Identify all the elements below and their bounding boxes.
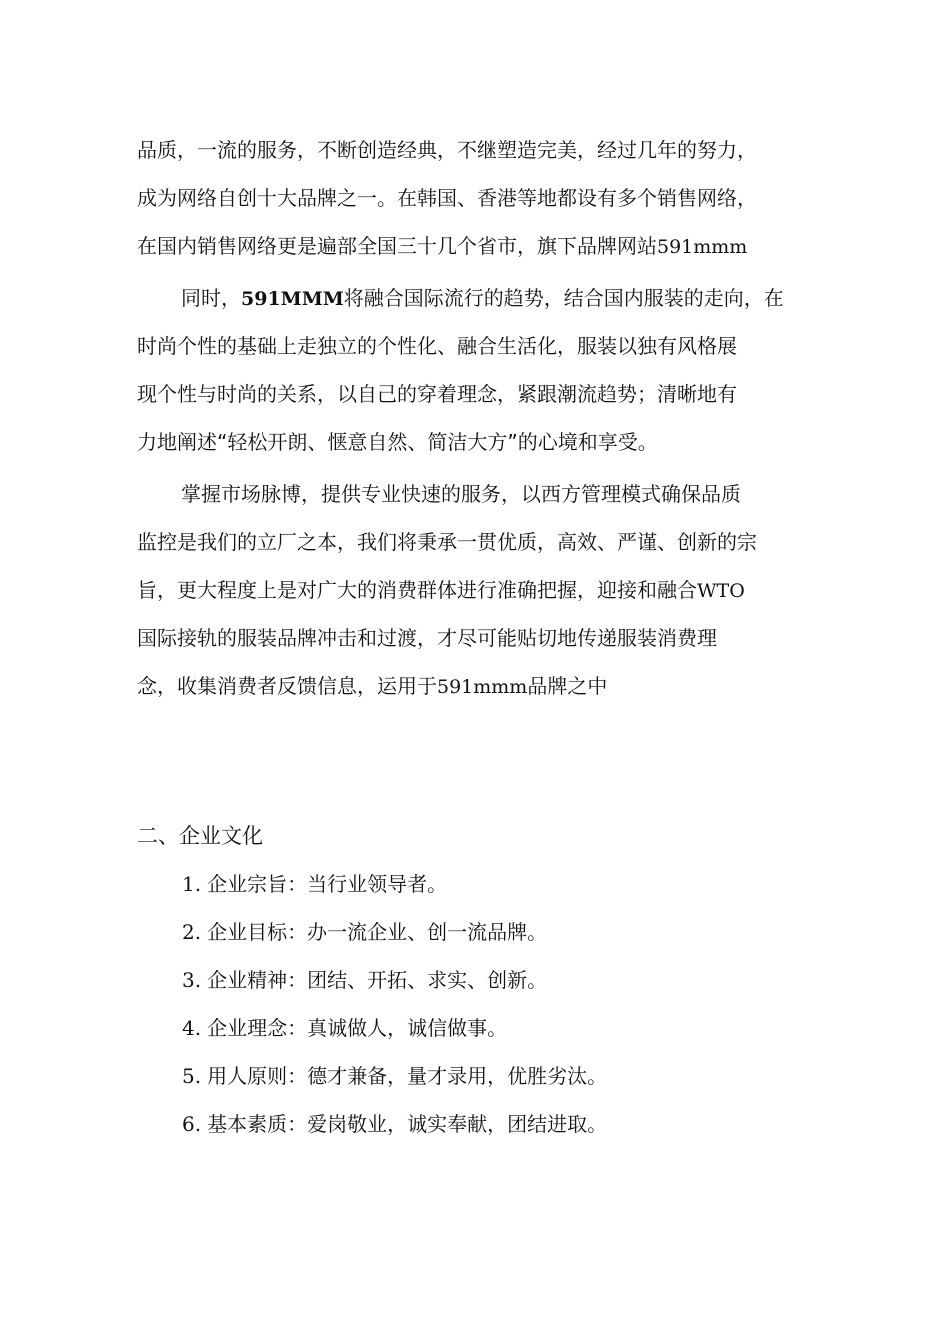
text-line: 力地阐述“轻松开朗、惬意自然、简洁大方”的心境和享受。 (137, 430, 658, 454)
text-line: 国际接轨的服装品牌冲击和过渡，才尽可能贴切地传递服装消费理 (137, 626, 717, 650)
text-span: 念，收集消费者反馈信息，运用于 (137, 674, 437, 698)
list-item (182, 956, 607, 1004)
list-text: 企业理念：真诚做人，诚信做事。 (207, 1016, 508, 1040)
wto-abbreviation: WTO (697, 580, 745, 602)
text-line: 时尚个性的基础上走独立的个性化、融合生活化，服装以独有风格展 (137, 334, 737, 358)
text-line: 品质，一流的服务，不断创造经典，不继塑造完美，经过几年的努力， (137, 138, 757, 162)
text-line: 监控是我们的立厂之本，我们将秉承一贯优质，高效、严谨、创新的宗 (137, 530, 757, 554)
culture-list (182, 860, 607, 1148)
list-item (182, 860, 607, 908)
text-line: 现个性与时尚的关系，以自己的穿着理念，紧跟潮流趋势；清晰地有 (137, 382, 737, 406)
list-text: 基本素质：爱岗敬业，诚实奉献，团结进取。 (207, 1112, 608, 1136)
list-text: 企业精神：团结、开拓、求实、创新。 (207, 968, 548, 992)
list-item (182, 908, 607, 956)
text-span: 在国内销售网络更是遍部全国三十几个省市，旗下品牌网站 (137, 234, 657, 258)
list-number: 6. (182, 1112, 202, 1136)
list-text: 企业目标：办一流企业、创一流品牌。 (207, 920, 548, 944)
list-text: 企业宗旨：当行业领导者。 (207, 872, 448, 896)
text-span: 将融合国际流行的趋势，结合国内服装的走向，在 (343, 286, 784, 310)
brand-name: 591mmm (437, 676, 528, 698)
text-line: 成为网络自创十大品牌之一。在韩国、香港等地都设有多个销售网络， (137, 186, 757, 210)
paragraph-brand-intro (137, 126, 827, 270)
text-span: 旨，更大程度上是对广大的消费群体进行准确把握，迎接和融合 (137, 578, 697, 602)
text-span: 品牌之中 (527, 674, 608, 698)
text-span: 同时， (181, 286, 241, 310)
list-item (182, 1052, 607, 1100)
list-number: 1. (182, 872, 202, 896)
list-number: 5. (182, 1064, 202, 1088)
website-name: 591mmm (657, 236, 748, 258)
brand-name: 591MMM (241, 288, 344, 310)
text-line (137, 222, 827, 270)
paragraph-management (137, 470, 827, 710)
list-item (182, 1100, 607, 1148)
text-line (137, 662, 827, 710)
list-number: 3. (182, 968, 202, 992)
text-line: 掌握市场脉博，提供专业快速的服务，以西方管理模式确保品质 (181, 482, 741, 506)
text-line (137, 274, 827, 322)
list-number: 2. (182, 920, 202, 944)
section-heading: 二、企业文化 (137, 824, 263, 848)
list-text: 用人原则：德才兼备，量才录用，优胜劣汰。 (207, 1064, 608, 1088)
list-number: 4. (182, 1016, 202, 1040)
text-line (137, 566, 827, 614)
list-item (182, 1004, 607, 1052)
paragraph-brand-style (137, 274, 827, 466)
